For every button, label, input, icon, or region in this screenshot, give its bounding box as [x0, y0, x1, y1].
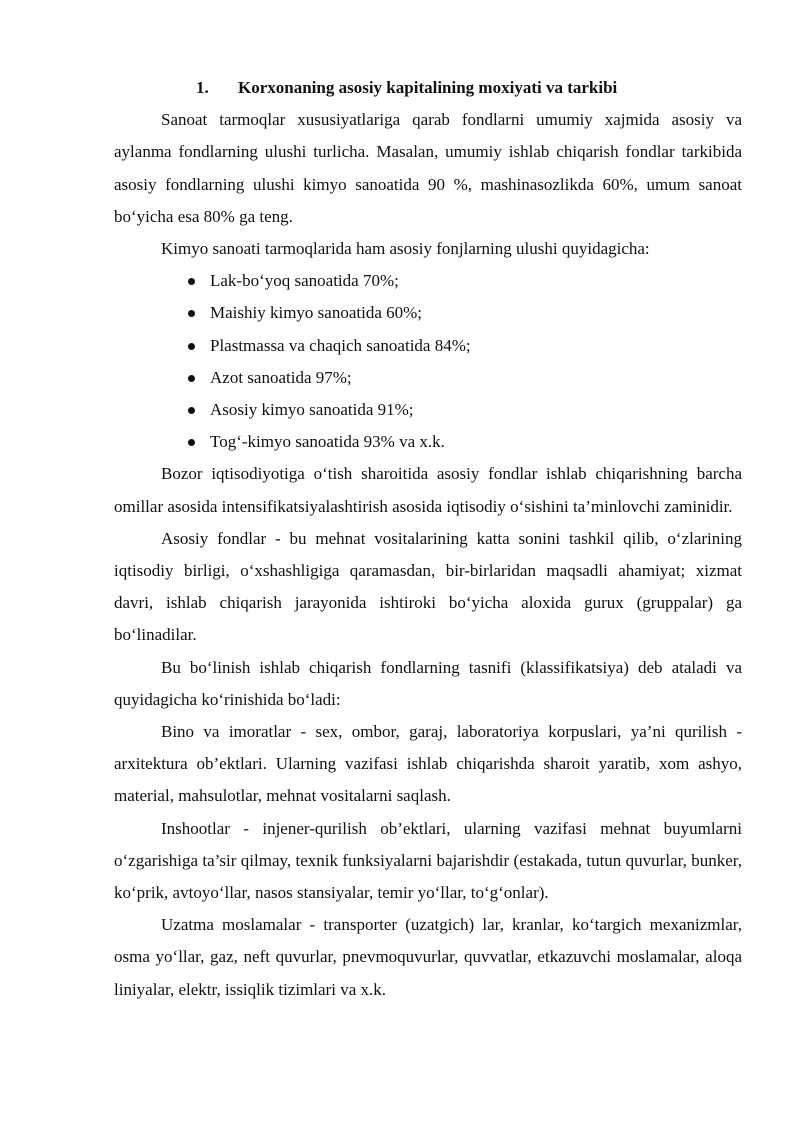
paragraph: Kimyo sanoati tarmoqlarida ham asosiy fonjlarning ulushi quyidagicha:	[161, 239, 650, 259]
list-item	[114, 362, 742, 394]
list-item-text: Maishiy kimyo sanoatida 60%;	[210, 303, 423, 323]
bullet-icon	[188, 278, 195, 285]
list-item	[114, 426, 742, 458]
bullet-icon	[188, 310, 195, 317]
paragraph: Bu bo‘linish ishlab chiqarish fondlarning tasnifi (klassifikatsiya) deb ataladi va quyidagicha ko‘rinishida bo‘ladi:	[114, 657, 742, 709]
paragraph: Asosiy fondlar - bu mehnat vositalarining katta sonini tashkil qilib, o‘zlarining iqtisodiy birligi, o‘xshashligiga qaramasdan, bir-birlaridan maqsadli ahamiyat; xizmat davri, ishlab chiqarish jarayonida ishtiroki bo‘yicha aloxida gurux (gruppalar) ga bo‘linadilar.	[114, 528, 742, 645]
list-item-text: Asosiy kimyo sanoatida 91%;	[210, 400, 414, 420]
list-item	[114, 265, 742, 297]
list-item-text: Tog‘-kimyo sanoatida 93% va x.k.	[210, 432, 445, 452]
paragraph: Bozor iqtisodiyotiga o‘tish sharoitida asosiy fondlar ishlab chiqarishning barcha omillar asosida intensifikatsiyalashtirish asosida iqtisodiy o‘sishini ta’minlovchi zaminidir.	[114, 464, 742, 516]
list-item	[114, 394, 742, 426]
bullet-icon	[188, 343, 195, 350]
list-item	[114, 330, 742, 362]
list-item-text: Lak-bo‘yoq sanoatida 70%;	[210, 271, 399, 291]
paragraph: Uzatma moslamalar - transporter (uzatgich) lar, kranlar, ko‘targich mexanizmlar, osma yo‘llar, gaz, neft quvurlar, pnevmoquvurlar, quvvatlar, etkazuvchi moslamalar, aloqa liniyalar, elektr, issiqlik tizimlari va x.k.	[114, 915, 742, 999]
bullet-list	[114, 265, 742, 458]
bullet-icon	[188, 407, 195, 414]
paragraph: Sanoat tarmoqlar xususiyatlariga qarab fondlarni umumiy xajmida asosiy va aylanma fondlarning ulushi turlicha. Masalan, umumiy ishlab chiqarish fondlar tarkibida asosiy fondlarning ulushi kimyo sanoatida 90 %, mashinasozlikda 60%, umum sanoat bo‘yicha esa 80% ga teng.	[114, 110, 742, 226]
list-item-text: Plastmassa va chaqich sanoatida 84%;	[210, 335, 471, 355]
section-heading	[114, 72, 742, 104]
bullet-icon	[188, 439, 195, 446]
paragraph: Inshootlar - injener-qurilish ob’ektlari, ularning vazifasi mehnat buyumlarni o‘zgarishiga ta’sir qilmay, texnik funksiyalarni bajarishdir (estakada, tutun quvurlar, bunker, ko‘prik, avtoyo‘llar, nasos stansiyalar, temir yo‘llar, to‘g‘onlar).	[114, 818, 742, 903]
list-item-text: Azot sanoatida 97%;	[210, 367, 352, 387]
document-body	[114, 72, 742, 1006]
bullet-icon	[188, 375, 195, 382]
paragraph: Bino va imoratlar - sex, ombor, garaj, laboratoriya korpuslari, ya’ni qurilish - arxitektura ob’ektlari. Ularning vazifasi ishlab chiqarishda sharoit yaratib, xom ashyo, material, mahsulotlar, mehnat vositalarni saqlash.	[114, 722, 742, 806]
section-title: Korxonaning asosiy kapitalining moxiyati va tarkibi	[238, 78, 618, 97]
list-item	[114, 297, 742, 329]
section-number: 1.	[196, 78, 209, 97]
